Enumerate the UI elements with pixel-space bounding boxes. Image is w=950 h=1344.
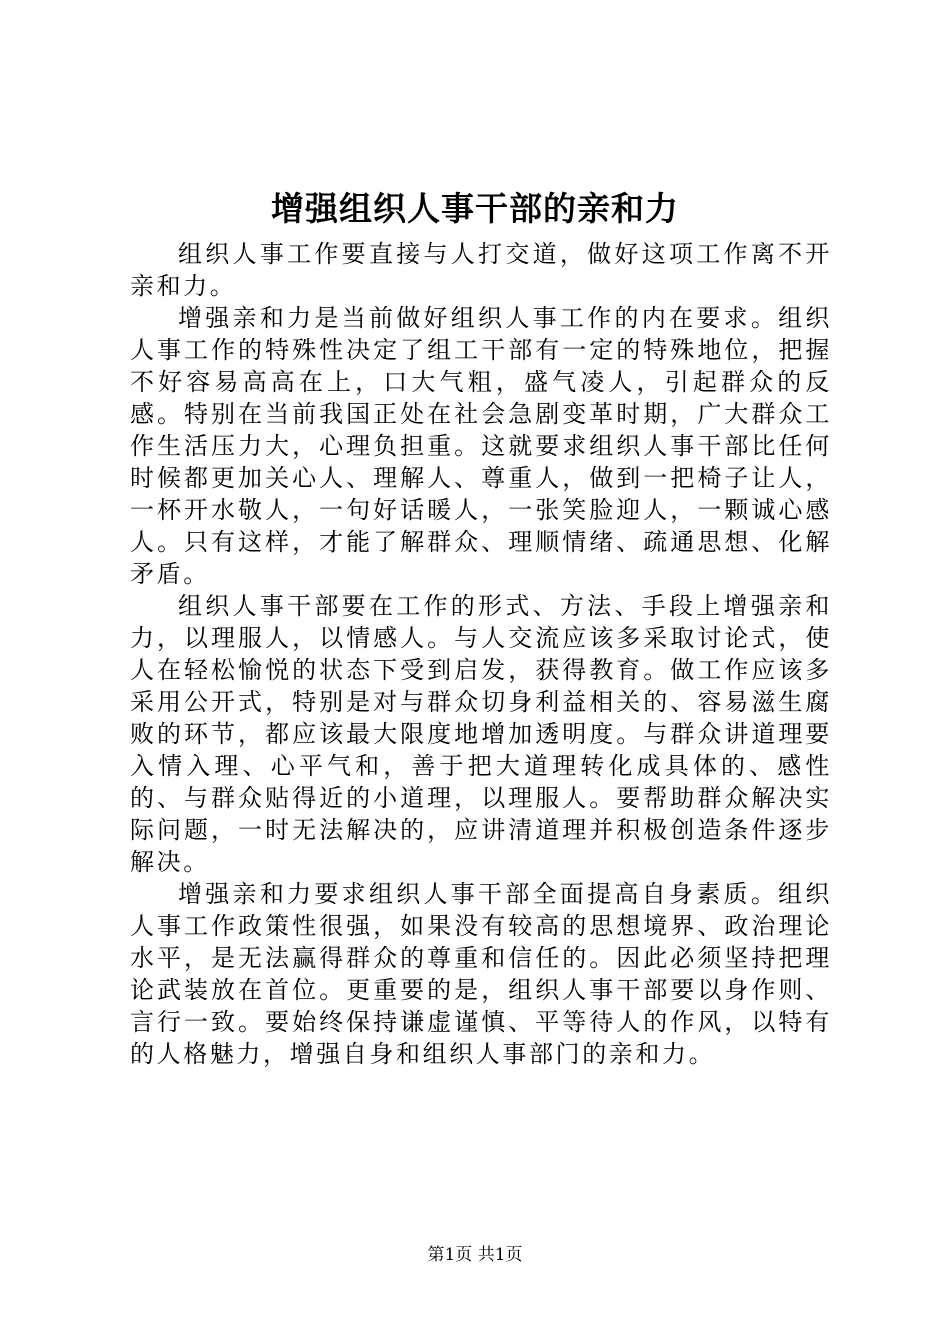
paragraph-3: 组织人事干部要在工作的形式、方法、手段上增强亲和力，以理服人，以情感人。与人交流应该多采取讨论式，使人在轻松愉悦的状态下受到启发，获得教育。做工作应该多采用公开式，特别是对与群众切身利益相关的、容易滋生腐败的环节，都应该最大限度地增加透明度。与群众讲道理要入情入理、心平气和，善于把大道理转化成具体的、感性的、与群众贴得近的小道理，以理服人。要帮助群众解决实际问题，一时无法解决的，应讲清道理并积极创造条件逐步解决。 (130, 592, 832, 876)
paragraph-1: 组织人事工作要直接与人打交道，做好这项工作离不开亲和力。 (130, 240, 832, 300)
paragraph-2: 增强亲和力是当前做好组织人事工作的内在要求。组织人事工作的特殊性决定了组工干部有一定的特殊地位，把握不好容易高高在上，口大气粗，盛气凌人，引起群众的反感。特别在当前我国正处在社会急剧变革时期，广大群众工作生活压力大，心理负担重。这就要求组织人事干部比任何时候都更加关心人、理解人、尊重人，做到一把椅子让人，一杯开水敬人，一句好话暖人，一张笑脸迎人，一颗诚心感人。只有这样，才能了解群众、理顺情绪、疏通思想、化解矛盾。 (130, 304, 832, 588)
paragraph-4: 增强亲和力要求组织人事干部全面提高自身素质。组织人事工作政策性很强，如果没有较高的思想境界、政治理论水平，是无法赢得群众的尊重和信任的。因此必须坚持把理论武装放在首位。更重要的是，组织人事干部要以身作则、言行一致。要始终保持谦虚谨慎、平等待人的作风，以特有的人格魅力，增强自身和组织人事部门的亲和力。 (130, 880, 832, 1068)
document-title: 增强组织人事干部的亲和力 (271, 189, 679, 228)
document-body (130, 238, 832, 1070)
page-footer: 第1页 共1页 (427, 1245, 523, 1265)
